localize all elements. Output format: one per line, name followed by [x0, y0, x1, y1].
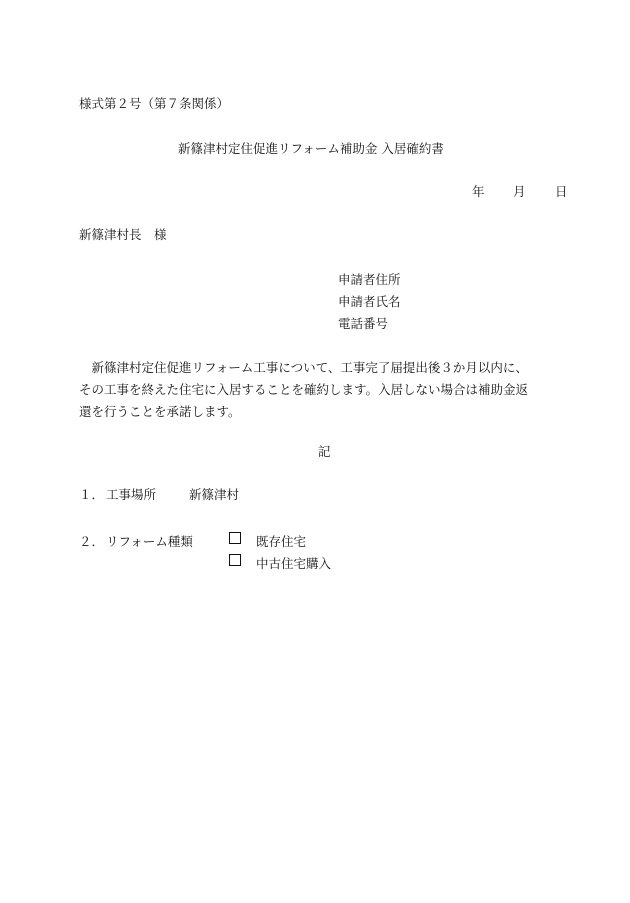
ki-heading: 記: [318, 444, 331, 459]
checkbox-icon[interactable]: [229, 554, 241, 566]
option-label: 既存住宅: [256, 534, 307, 549]
document-title: 新篠津村定住促進リフォーム補助金 入居確約書: [178, 141, 444, 156]
item-value: 新篠津村: [189, 487, 240, 502]
applicant-block: [338, 273, 401, 339]
item-number: １．: [79, 487, 105, 502]
item-label: 工事場所: [106, 487, 157, 502]
item-number: ２．: [79, 534, 105, 549]
item-label: リフォーム種類: [106, 534, 193, 549]
checkbox-icon[interactable]: [229, 532, 241, 544]
body-line: その工事を終えた住宅に入居することを確約します。入居しない場合は補助金返: [79, 382, 529, 397]
body-line: 新篠津村定住促進リフォーム工事について、工事完了届提出後３か月以内に、: [79, 360, 528, 375]
date-line: [0, 186, 630, 200]
date-day-label: 日: [555, 184, 568, 199]
applicant-phone-label: 電話番号: [338, 316, 389, 331]
body-paragraph: [79, 357, 579, 423]
date-month-label: 月: [513, 184, 526, 199]
applicant-address-label: 申請者住所: [338, 272, 401, 287]
date-year-label: 年: [472, 184, 485, 199]
body-line: 還を行うことを承諾します。: [79, 404, 241, 419]
option-label: 中古住宅購入: [256, 556, 332, 571]
addressee: 新篠津村長 様: [79, 227, 167, 242]
form-number: 様式第２号（第７条関係）: [79, 96, 230, 111]
applicant-name-label: 申請者氏名: [338, 294, 401, 309]
item-reform-type: [79, 532, 379, 576]
